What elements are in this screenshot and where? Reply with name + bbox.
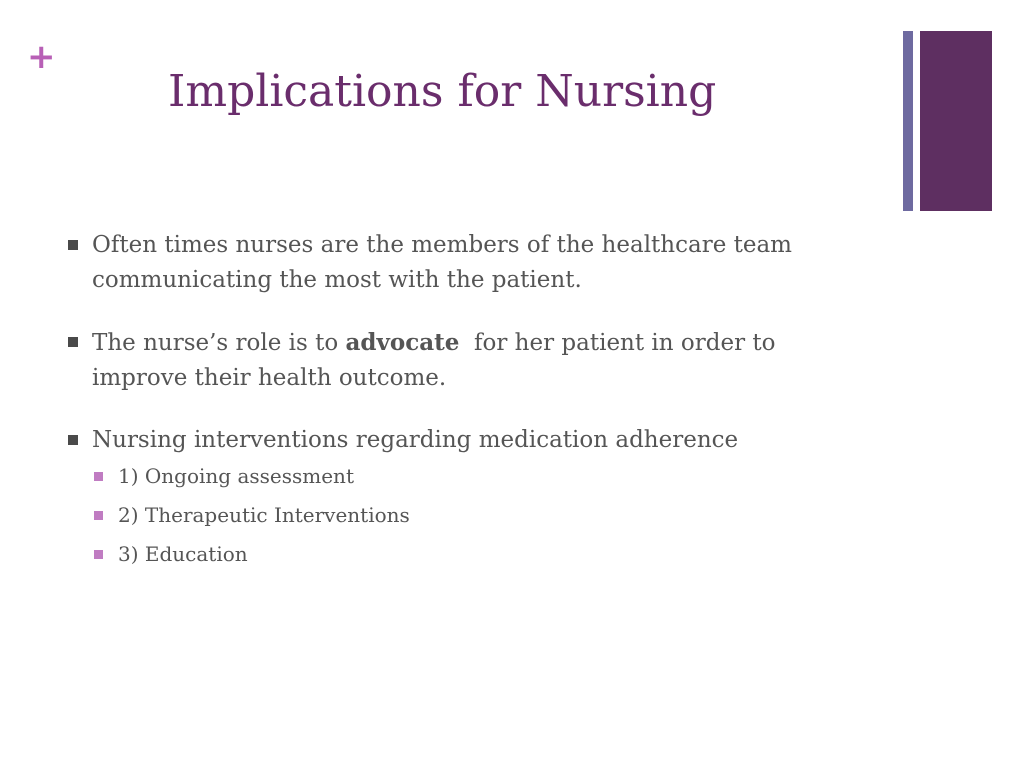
decorative-bar-thin [903,31,913,211]
sub-bullet-item [92,501,866,529]
sub-bullet-text: 3) Education [118,542,248,566]
bullet-text-emphasis: advocate [345,329,460,356]
bullet-item-1 [66,228,866,298]
square-sub-bullet-icon [94,472,103,481]
sub-bullet-item [92,540,866,568]
square-sub-bullet-icon [94,511,103,520]
square-bullet-icon [68,240,78,250]
plus-icon: + [27,37,56,77]
square-sub-bullet-icon [94,550,103,559]
slide-title: Implications for Nursing [168,66,717,117]
bullet-item-3 [66,423,866,568]
bullet-item-2 [66,325,866,396]
sub-bullet-list [92,462,866,568]
decorative-bar-thick [920,31,992,211]
bullet-text: Often times nurses are the members of the healthcare team communicating the most with the patient. [92,232,792,293]
bullet-list [66,228,866,579]
bullet-text-start: The nurse’s role is to [92,330,346,356]
sub-bullet-item [92,462,866,490]
bullet-text-end: for her patient in order to improve their health outcome. [92,330,783,391]
sub-bullet-text: 1) Ongoing assessment [118,464,354,488]
square-bullet-icon [68,337,78,347]
sub-bullet-text: 2) Therapeutic Interventions [118,503,410,527]
bullet-text: Nursing interventions regarding medication adherence [92,427,739,453]
square-bullet-icon [68,435,78,445]
